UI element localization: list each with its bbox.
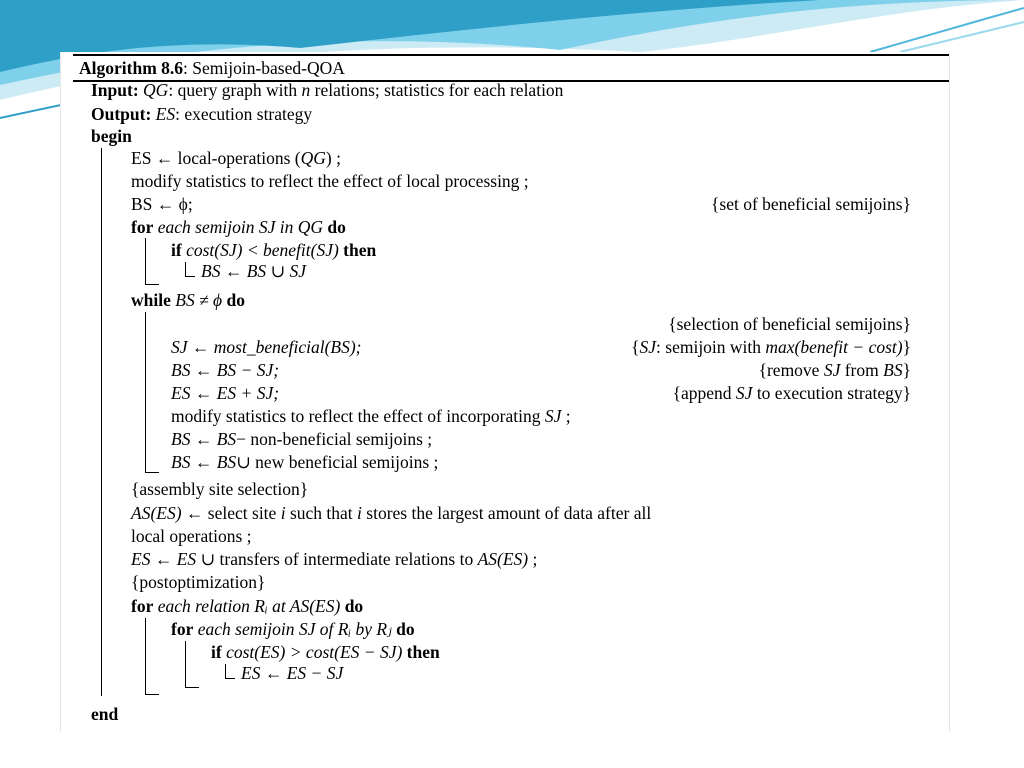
- line-new-beneficial: BS ← BS∪ new beneficial semijoins ;: [171, 452, 439, 472]
- begin-block-bar: [101, 148, 102, 696]
- outer-for-block-bar: [145, 618, 146, 694]
- line-bs-minus: BS ← BS − SJ;: [171, 360, 280, 380]
- input-line: Input: QG: query graph with n relations; statistics for each relation: [91, 80, 564, 100]
- while-block-end: [145, 472, 159, 473]
- line-modify-stats: modify statistics to reflect the effect of local processing ;: [131, 171, 529, 191]
- line-local-ops: ES ← local-operations (QG) ;: [131, 148, 341, 168]
- comment-remove-sj: {remove SJ from BS}: [758, 360, 911, 380]
- algorithm-box: [60, 52, 950, 732]
- comment-beneficial-set: {set of beneficial semijoins}: [710, 194, 911, 214]
- inner-for-block-end: [185, 687, 199, 688]
- output-line: Output: ES: execution strategy: [91, 104, 313, 124]
- line-if-cost: if cost(SJ) < benefit(SJ) then: [171, 240, 377, 260]
- comment-append-sj: {append SJ to execution strategy}: [672, 383, 911, 403]
- line-bs-union: BS ← BS ∪ SJ: [201, 261, 307, 281]
- line-most-beneficial: SJ ← most_beneficial(BS);: [171, 337, 362, 357]
- top-rule: [73, 54, 949, 56]
- line-non-beneficial: BS ← BS− non-beneficial semijoins ;: [171, 429, 433, 449]
- line-transfers: ES ← ES ∪ transfers of intermediate relations to AS(ES) ;: [131, 549, 538, 569]
- comment-selection: {selection of beneficial semijoins}: [668, 314, 911, 334]
- line-for-semijoin: for each semijoin SJ in QG do: [131, 217, 346, 237]
- line-bs-init: BS ← ϕ;: [131, 194, 193, 214]
- inner-for-block-bar: [185, 641, 186, 687]
- algorithm-title: Algorithm 8.6: Semijoin-based-QOA: [79, 58, 345, 78]
- line-for-each-semijoin: for each semijoin SJ of Rᵢ by Rⱼ do: [171, 619, 415, 639]
- line-if-cost-es: if cost(ES) > cost(ES − SJ) then: [211, 642, 440, 662]
- line-modify-incorporating: modify statistics to reflect the effect of incorporating SJ ;: [171, 406, 571, 426]
- comment-postoptimization: {postoptimization}: [131, 572, 266, 592]
- line-local-operations: local operations ;: [131, 526, 252, 546]
- line-es-plus: ES ← ES + SJ;: [171, 383, 280, 403]
- for-block-bar: [145, 238, 146, 284]
- end-keyword: end: [91, 704, 119, 724]
- inner-if-block-bar: [225, 664, 226, 678]
- outer-for-block-end: [145, 694, 159, 695]
- while-block-bar: [145, 312, 146, 472]
- for-block-end: [145, 284, 159, 285]
- inner-if-block-end: [225, 678, 235, 679]
- begin-keyword: begin: [91, 126, 132, 146]
- if-block-end: [185, 276, 195, 277]
- line-es-minus: ES ← ES − SJ: [241, 663, 344, 683]
- line-for-relation: for each relation Rᵢ at AS(ES) do: [131, 596, 364, 616]
- comment-sj-max: {SJ: semijoin with max(benefit − cost)}: [631, 337, 911, 357]
- line-while: while BS ≠ ϕ do: [131, 290, 245, 310]
- line-assembly-select: AS(ES) ← select site i such that i stores the largest amount of data after all: [131, 503, 652, 523]
- comment-assembly-site: {assembly site selection}: [131, 479, 309, 499]
- if-block-bar: [185, 262, 186, 276]
